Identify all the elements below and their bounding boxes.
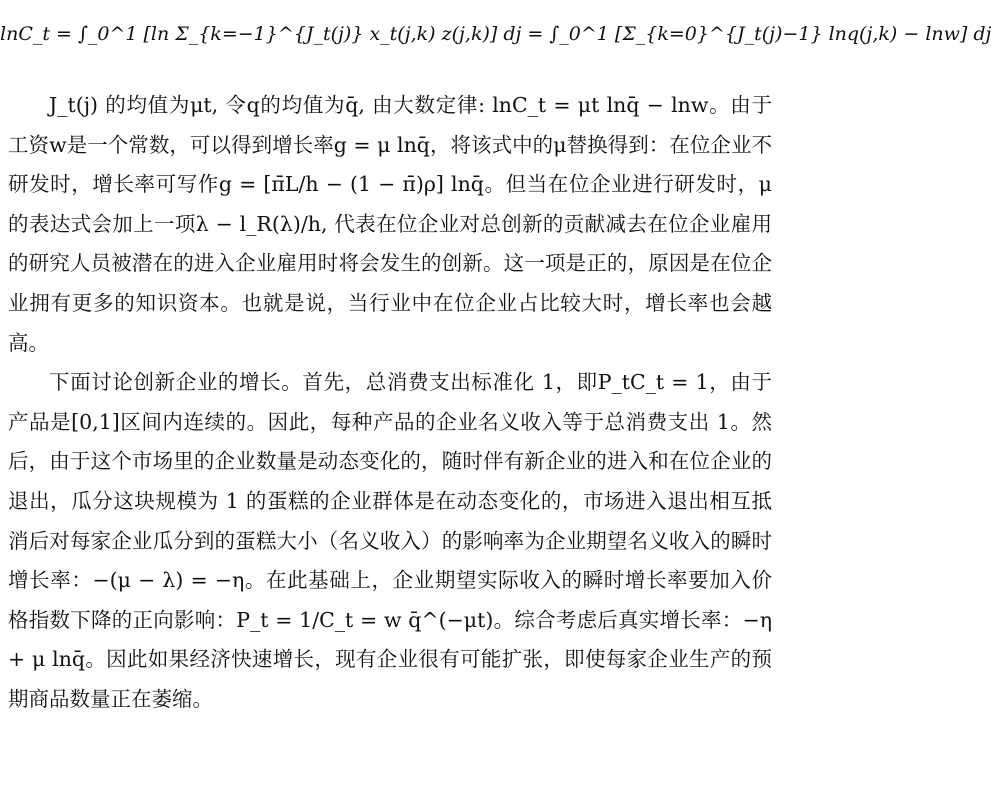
display-equation [0,14,991,54]
paper-body [8,86,772,720]
paragraph-incumbent-growth: J_t(j) 的均值为μt, 令q的均值为q̄, 由大数定律: lnC_t = μt lnq̄ − lnw。由于工资w是一个常数，可以得到增长率g = μ lnq̄，将该式中的μ替换得到：在位企业不研发时，增长率可写作g = [π̄L/h − (1 − π̄)ρ] lnq̄。但当在位企业进行研发时，μ的表达式会加上一项λ − l_R(λ)/h, 代表在位企业对总创新的贡献减去在位企业雇用的研究人员被潜在的进入企业雇用时将会发生的创新。这一项是正的，原因是在位企业拥有更多的知识资本。也就是说，当行业中在位企业占比较大时，增长率也会越高。 [8,93,772,355]
equation-text: lnC_t = ∫_0^1 [ln Σ_{k=−1}^{J_t(j)} x_t(j,k) z(j,k)] dj = ∫_0^1 [Σ_{k=0}^{J_t(j)−1} lnq(j,k) − lnw] dj [0,23,991,45]
paragraph-entrant-growth: 下面讨论创新企业的增长。首先，总消费支出标准化 1，即P_tC_t = 1，由于产品是[0,1]区间内连续的。因此，每种产品的企业名义收入等于总消费支出 1。然后，由于这个市场里的企业数量是动态变化的，随时伴有新企业的进入和在位企业的退出，瓜分这块规模为 1 的蛋糕的企业群体是在动态变化的，市场进入退出相互抵消后对每家企业瓜分到的蛋糕大小（名义收入）的影响率为企业期望名义收入的瞬时增长率：−(μ − λ) = −η。在此基础上，企业期望实际收入的瞬时增长率要加入价格指数下降的正向影响：P_t = 1/C_t = w q̄^(−μt)。综合考虑后真实增长率：−η + μ lnq̄。因此如果经济快速增长，现有企业很有可能扩张，即使每家企业生产的预期商品数量正在萎缩。 [8,370,772,711]
